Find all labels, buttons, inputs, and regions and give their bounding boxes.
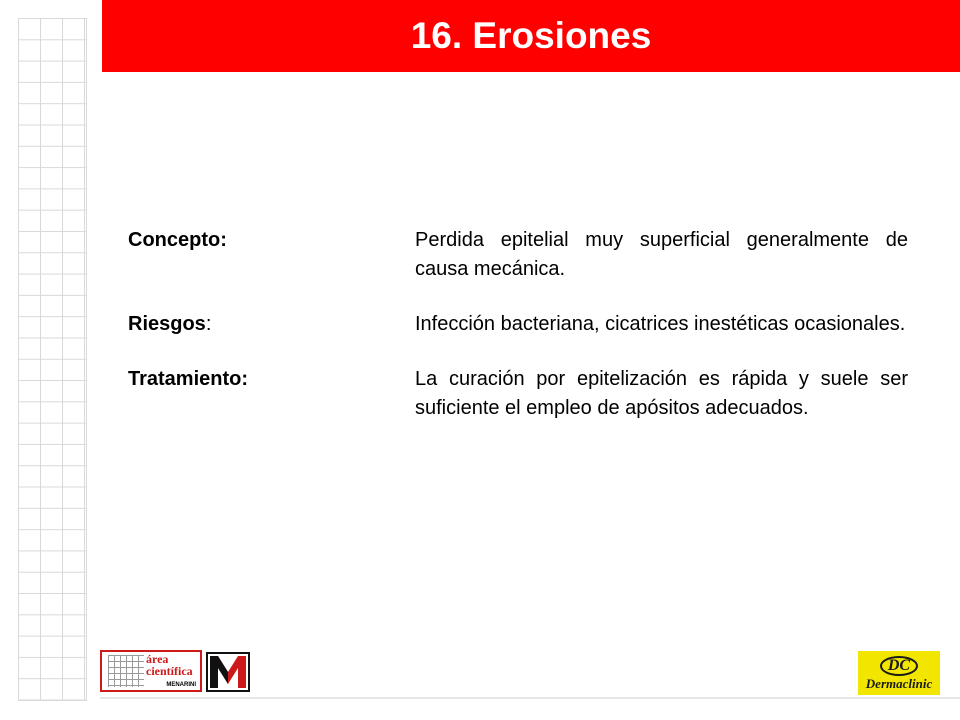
area-cientifica-text: [146, 653, 193, 677]
row-label: [128, 310, 415, 339]
slide-title: 16. Erosiones: [410, 15, 652, 56]
menarini-brand-text: MENARINI: [166, 682, 196, 688]
row-riesgos: [128, 310, 908, 339]
area-line2: científica: [146, 664, 193, 678]
area-cientifica-logo: [100, 650, 202, 692]
label-tratamiento: Tratamiento:: [128, 368, 249, 390]
definition-list: [128, 226, 908, 449]
row-label: [128, 365, 415, 423]
title-bar: [102, 0, 960, 72]
label-riesgos: Riesgos: [128, 313, 206, 335]
menarini-m-logo: [206, 652, 250, 692]
row-concepto: [128, 226, 908, 284]
row-tratamiento: [128, 365, 908, 423]
area-line1: área: [146, 652, 169, 666]
value-concepto: Perdida epitelial muy superficial generalmente de causa mecánica.: [415, 229, 908, 280]
grid-decoration: [18, 18, 87, 701]
row-label: [128, 226, 415, 284]
m-logo-icon: [208, 654, 248, 690]
grid-logo-icon: [108, 655, 144, 687]
label-riesgos-colon: :: [205, 313, 212, 335]
dermaclinic-logo: [858, 651, 940, 695]
dc-mark: DC: [880, 656, 918, 676]
dermaclinic-name: Dermaclinic: [865, 675, 933, 691]
footer-divider: [100, 697, 960, 699]
value-tratamiento: La curación por epitelización es rápida y suele ser suficiente el empleo de apósitos adecuados.: [415, 368, 908, 419]
label-concepto: Concepto:: [128, 229, 227, 251]
value-riesgos: Infección bacteriana, cicatrices inestéticas ocasionales.: [415, 313, 906, 335]
